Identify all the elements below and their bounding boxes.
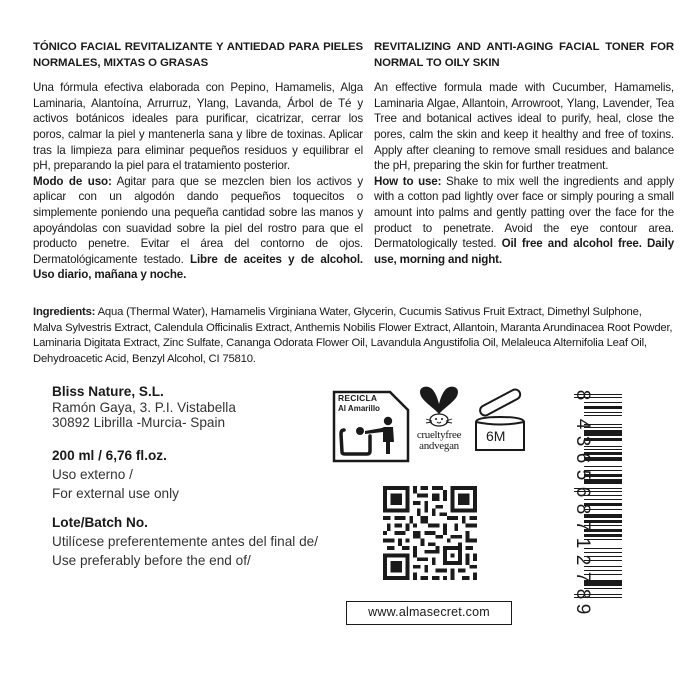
barcode-digit: 5 [572,469,593,481]
open-jar-icon [466,388,532,454]
barcode-digit: 2 [572,554,593,566]
recycle-text-line2: Al Amarillo [338,404,380,413]
best-before-es: Utilícese preferentemente antes del final de/ [52,534,318,549]
spanish-usage-text: Agitar para que se mezclen bien los activos y aplicar con un algodón dando pequeños toquecitos o simplemente poniendo una pequeña cantidad sobre las manos y apoyándolas con suavidad sobre la piel del rostro para que el producto penetre. Evitar el área del contorno de ojos. Dermatológicamente testado. [33,174,363,266]
batch-block [52,513,318,570]
english-description: An effective formula made with Cucumber, Hamamelis, Laminaria Algae, Allantoin, Arrowroot, Ylang, Lavender, Tea Tree and botanical actives ideal to purify, heal, close the pores, calm the skin and keep it healthy and free of toxins. Apply after cleaning to remove small residues and balance the pH, preparing the skin for further treatment. [374,81,674,173]
english-usage-label: How to use: [374,174,442,188]
spanish-description: Una fórmula efectiva elaborada con Pepino, Hamamelis, Alga Laminaria, Alantoína, Arrurruz, Ylang, Lavanda, Árbol de Té y activos botánicos ideales para purificar, cicatrizar, cerrar los poros, calmar la piel y mantenerla sana y libre de toxinas. Aplicar tras la limpieza para eliminar pequeños residuos y equilibrar el pH, preparando la piel para el tratamiento posterior. [33,81,363,173]
external-use-en: For external use only [52,486,179,501]
ingredients-text: Aqua (Thermal Water), Hamamelis Virginiana Water, Glycerin, Cucumis Sativus Fruit Extract, Dimethyl Sulphone, Malva Sylvestris Extract, Calendula Officinalis Extract, Anthemis Nobilis Flower Extract, Allantoin, Maranta Arundinacea Root Powder, Laminaria Digitata Extract, Zinc Sulfate, Cananga Odorata Flower Oil, Lavandula Angustifolia Oil, Melaleuca Alternifolia Leaf Oil, Dehydroacetic Acid, Benzyl Alcohol, CI 75810. [33,306,673,365]
english-usage [374,174,674,268]
english-heading: REVITALIZING AND ANTI-AGING FACIAL TONER FOR NORMAL TO OILY SKIN [374,41,674,69]
barcode-digit: 6 [572,452,593,464]
spanish-usage-label: Modo de uso: [33,174,112,188]
ingredients-label: Ingredients: [33,306,96,318]
website-link[interactable]: www.almasecret.com [346,601,512,625]
barcode-digit: 8 [572,503,593,515]
manufacturer-address-line1: Ramón Gaya, 3. P.I. Vistabella [52,399,236,415]
barcode-digit: 4 [572,418,593,430]
spanish-usage [33,174,363,283]
manufacturer-block [52,384,236,431]
cruelty-free-line1: crueltyfree [416,429,462,441]
recycle-yellow-bin-symbol [332,390,410,463]
cruelty-free-vegan-logo [412,386,466,466]
barcode-digit: 6 [572,486,593,498]
recycle-text-line1: RECICLA [338,393,378,403]
barcode-digit: 8 [572,389,593,401]
best-before-en: Use preferably before the end of/ [52,553,251,568]
spanish-heading: TÓNICO FACIAL REVITALIZANTE Y ANTIEDAD PARA PIELES NORMALES, MIXTAS O GRASAS [33,41,363,69]
qr-code[interactable] [383,486,477,580]
product-volume: 200 ml / 6,76 fl.oz. [52,448,167,463]
english-column [374,40,674,267]
spanish-claims: Libre de aceites y de alcohol. Uso diario, mañana y noche. [33,252,363,282]
batch-label: Lote/Batch No. [52,515,148,530]
bunny-heart-icon [412,386,466,432]
barcode-digit: 7 [572,520,593,532]
ingredients-list [33,305,673,367]
pao-label: 6M [486,428,506,444]
barcode-digits [572,389,593,615]
barcode-digit: 3 [572,435,593,447]
english-usage-text: Shake to mix well the ingredients and apply with a cotton pad lightly over face or simply pouring a small amount into palms and gently patting over the face for the product to penetrate. Avoid the eye contour area. Dermatologically tested. [374,174,675,251]
barcode-digit: 1 [572,537,593,549]
manufacturer-name: Bliss Nature, S.L. [52,384,164,399]
manufacturer-address-line2: 30892 Librilla -Murcia- Spain [52,415,226,430]
barcode-digit: 7 [572,571,593,583]
spanish-column [33,40,363,283]
english-claims: Oil free and alcohol free. Daily use, morning and night. [374,237,674,266]
barcode-digit: 8 [572,588,593,600]
external-use-es: Uso externo / [52,467,133,482]
cruelty-free-text [412,430,466,452]
period-after-opening-symbol [466,388,532,454]
barcode-digit: 9 [572,603,593,615]
volume-block [52,446,179,503]
cruelty-free-line2: andvegan [419,440,459,452]
